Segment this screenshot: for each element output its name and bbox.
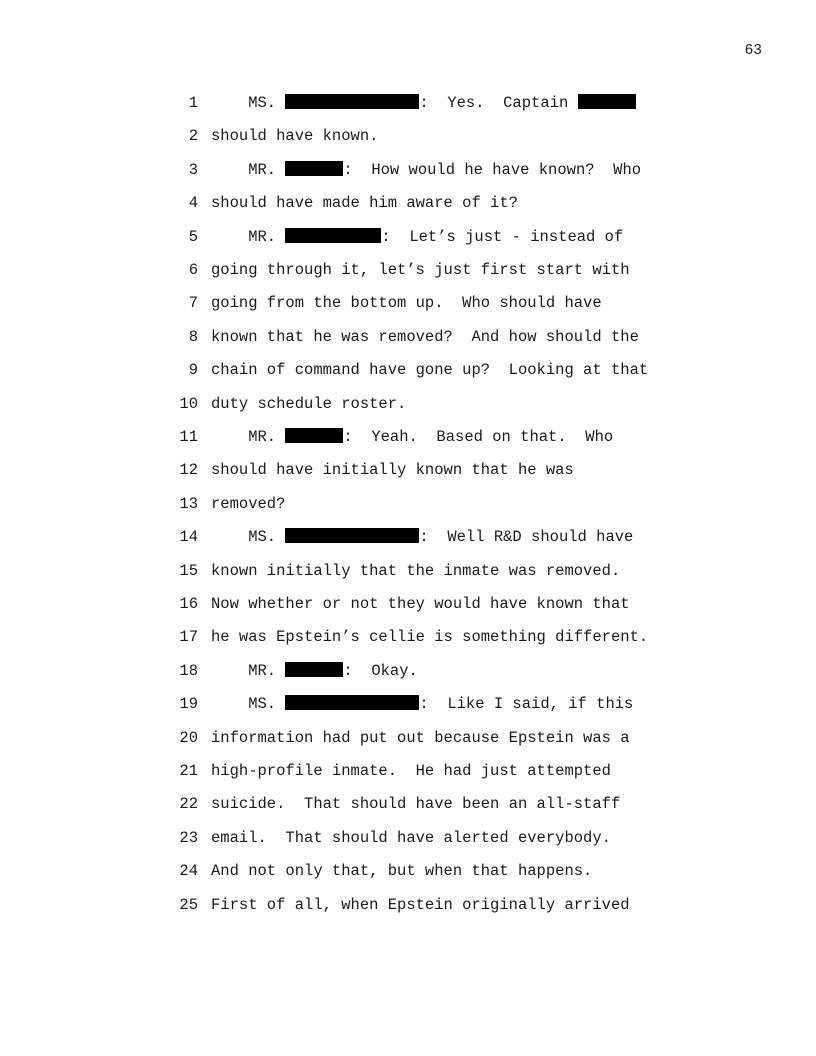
line-number: 9 — [188, 361, 198, 380]
line-text: should have made him aware of it? — [211, 194, 518, 213]
line-text: First of all, when Epstein originally arrived — [211, 895, 630, 914]
line-text: Now whether or not they would have known that — [211, 595, 630, 613]
line-text: MR. : How would he have known? Who — [211, 160, 642, 179]
line-text: going through it, let’s just first start with — [211, 261, 630, 279]
transcript-line — [0, 294, 816, 314]
line-number: 22 — [179, 795, 198, 814]
line-text: chain of command have gone up? Looking at that — [211, 361, 649, 380]
line-number: 16 — [179, 595, 198, 613]
line-text: high-profile inmate. He had just attempted — [211, 762, 611, 780]
redaction-block — [285, 94, 419, 109]
line-text: should have initially known that he was — [211, 461, 574, 480]
line-number: 2 — [188, 127, 198, 146]
line-number: 10 — [179, 394, 198, 413]
redaction-block — [578, 94, 636, 109]
line-number: 1 — [188, 94, 198, 112]
redaction-block — [285, 662, 343, 677]
line-text: And not only that, but when that happens. — [211, 862, 593, 881]
transcript-line — [0, 127, 816, 147]
line-number: 7 — [188, 294, 198, 313]
line-number: 8 — [188, 327, 198, 346]
line-number: 24 — [179, 862, 198, 881]
transcript-line — [0, 328, 816, 348]
transcript-line — [0, 595, 816, 615]
line-number: 17 — [179, 628, 198, 647]
transcript-line — [0, 495, 816, 515]
redaction-block — [285, 695, 419, 710]
line-text: going from the bottom up. Who should have — [211, 294, 602, 313]
line-text: he was Epstein’s cellie is something different. — [211, 628, 649, 647]
line-text: known initially that the inmate was removed. — [211, 561, 621, 580]
transcript-line — [0, 562, 816, 582]
line-text: removed? — [211, 494, 286, 513]
redaction-block — [285, 161, 343, 176]
transcript-line — [0, 161, 816, 181]
line-text: MS. : Yes. Captain — [211, 94, 636, 112]
redaction-block — [285, 428, 343, 443]
transcript-line — [0, 729, 816, 749]
line-text: suicide. That should have been an all-staff — [211, 795, 621, 814]
line-number: 25 — [179, 895, 198, 914]
line-number: 6 — [188, 261, 198, 279]
transcript-line — [0, 628, 816, 648]
transcript-line — [0, 862, 816, 882]
transcript-line — [0, 528, 816, 548]
line-number: 3 — [188, 160, 198, 179]
redaction-block — [285, 228, 381, 243]
transcript-line — [0, 261, 816, 281]
transcript-line — [0, 461, 816, 481]
line-number: 21 — [179, 762, 198, 780]
transcript-line — [0, 829, 816, 849]
line-number: 13 — [179, 494, 198, 513]
transcript-line — [0, 395, 816, 415]
redaction-block — [285, 528, 419, 543]
transcript-line — [0, 662, 816, 682]
line-text: MR. : Okay. — [211, 661, 418, 680]
line-text: known that he was removed? And how should the — [211, 327, 639, 346]
line-number: 15 — [179, 561, 198, 580]
line-text: information had put out because Epstein was a — [211, 728, 630, 747]
transcript-line — [0, 428, 816, 448]
transcript-line — [0, 795, 816, 815]
transcript-line — [0, 94, 816, 114]
line-number: 14 — [179, 528, 198, 547]
line-number: 23 — [179, 828, 198, 847]
line-text: duty schedule roster. — [211, 394, 407, 413]
line-number: 5 — [188, 227, 198, 246]
line-number: 12 — [179, 461, 198, 480]
line-text: email. That should have alerted everybody. — [211, 828, 611, 847]
line-number: 11 — [179, 428, 198, 446]
transcript-line — [0, 361, 816, 381]
line-text: should have known. — [211, 127, 379, 146]
line-number: 20 — [179, 728, 198, 747]
line-number: 18 — [179, 661, 198, 680]
line-number: 4 — [188, 194, 198, 213]
line-number: 19 — [179, 695, 198, 714]
transcript-line — [0, 762, 816, 782]
line-text: MS. : Like I said, if this — [211, 695, 634, 714]
transcript-line — [0, 896, 816, 916]
line-text: MR. : Let’s just - instead of — [211, 227, 624, 246]
line-text: MS. : Well R&D should have — [211, 528, 634, 547]
line-text: MR. : Yeah. Based on that. Who — [211, 428, 614, 446]
transcript-line — [0, 194, 816, 214]
transcript-line — [0, 228, 816, 248]
transcript-line — [0, 695, 816, 715]
page-number: 63 — [744, 43, 762, 59]
